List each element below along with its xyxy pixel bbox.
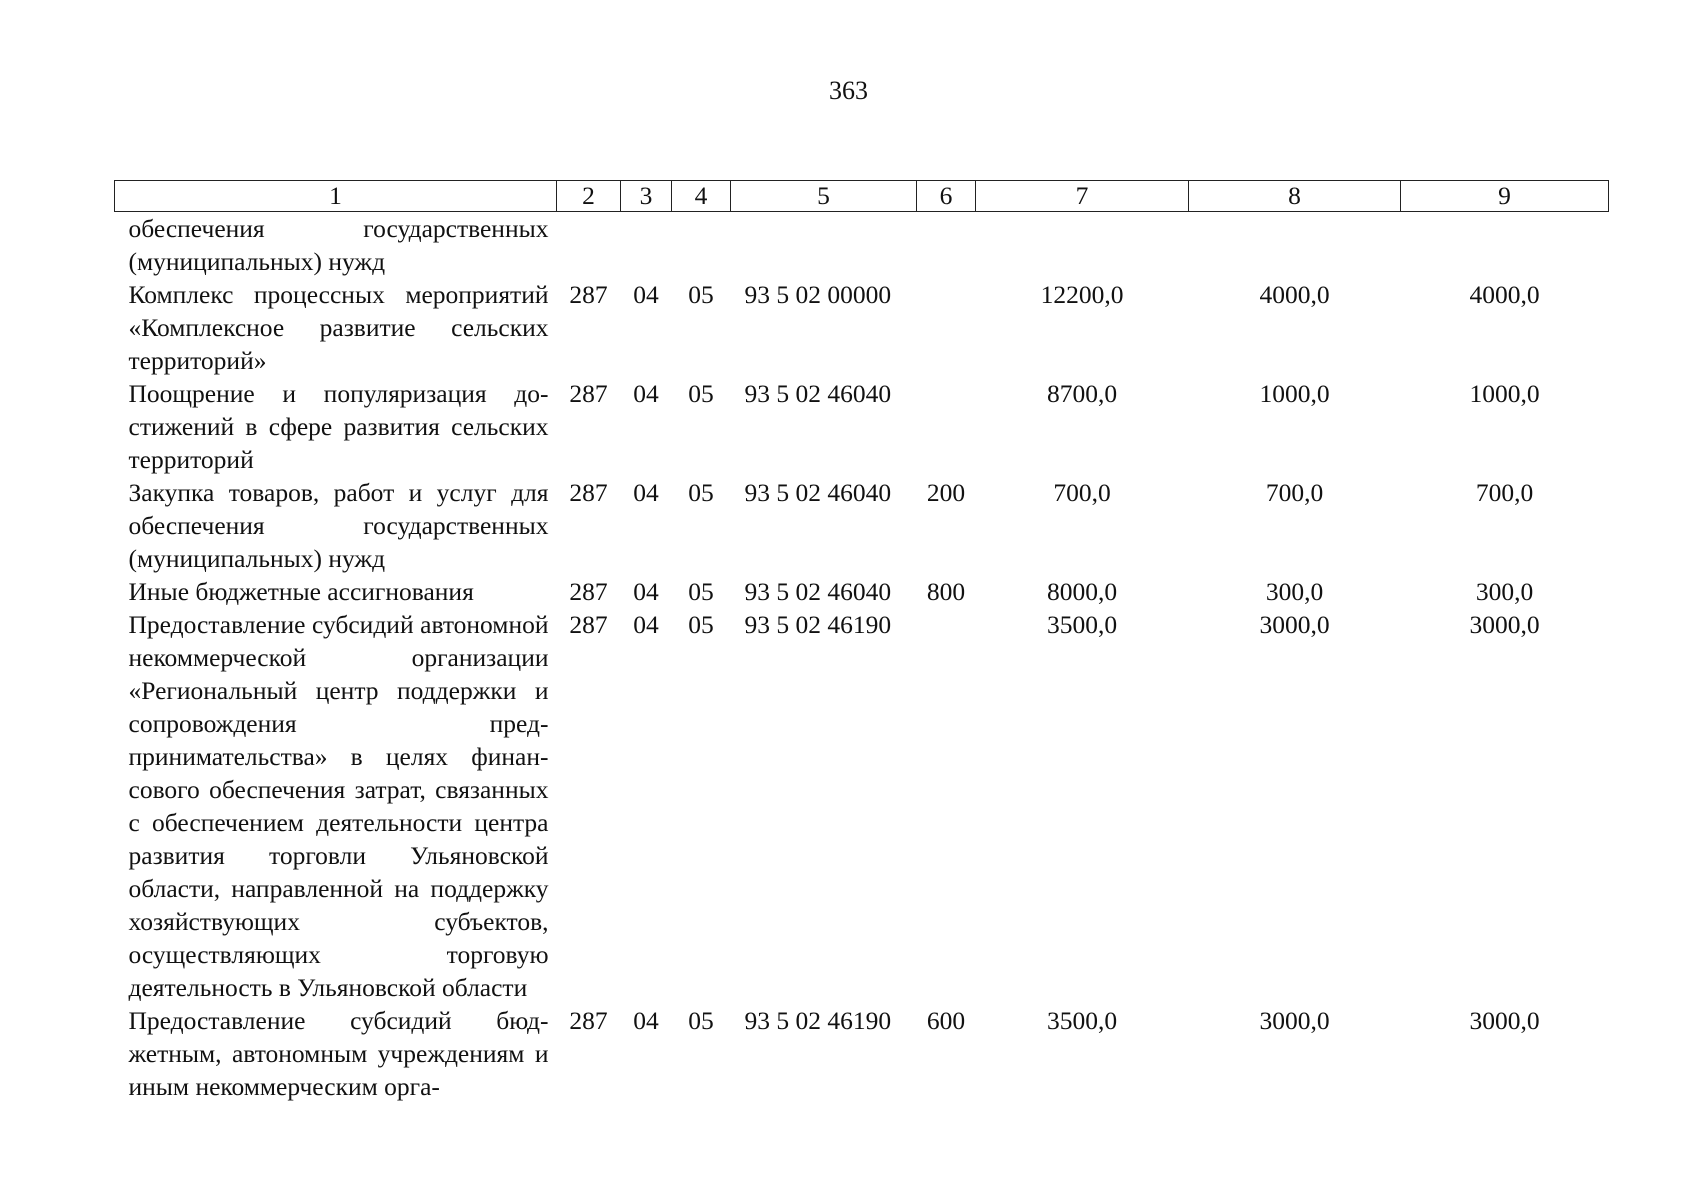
subsection-code-cell: 05 [688,610,714,639]
table-body [115,212,1609,1104]
amount-col9-cell: 700,0 [1475,478,1534,507]
budget-table [114,180,1609,1103]
target-article-cell [731,212,917,279]
item-name-cell: Предоставление субсидий автономной некоммерческой организации «Региональный центр поддержки и сопровождения предпринимательства» в целях финансового обеспечения затрат, связанных с обеспечением деятельности центра развития торговли Ульяновской области, направленной на поддержку хозяйствующих субъектов, осуществляющих торговую деятельность в Ульяновской области [128,610,549,1002]
ved-code-cell: 287 [569,577,608,606]
ved-code-cell: 287 [569,1006,608,1035]
amount-col8-cell: 300,0 [1265,577,1324,606]
target-article-cell: 93 5 02 46040 [744,379,892,408]
amount-col8-cell: 3000,0 [1259,610,1330,639]
subsection-code-cell: 05 [688,577,714,606]
section-code-cell: 04 [633,577,659,606]
item-name-cell: Комплекс процессных мероприятий «Комплексное развитие сельских территорий» [128,280,549,375]
item-name-cell: Поощрение и популяризация достижений в сфере развития сельских территорий [128,379,549,474]
amount-col9-cell: 300,0 [1475,577,1534,606]
amount-col7-cell: 700,0 [1053,478,1111,507]
column-header: 3 [621,181,672,212]
amount-col8-cell: 700,0 [1265,478,1324,507]
amount-col7-cell: 8000,0 [1046,577,1118,606]
item-name-cell: Предоставление субсидий бюджетным, автономным учреждениям и иным некоммерческим орга- [128,1006,549,1101]
target-article-cell: 93 5 02 46190 [744,1006,892,1035]
expense-type-cell: 600 [926,1006,966,1035]
column-header: 8 [1189,181,1401,212]
subsection-code-cell [672,212,731,279]
amount-col8-cell [1189,212,1401,279]
table-row [115,608,1609,1004]
section-code-cell: 04 [633,280,659,309]
column-header: 1 [115,181,557,212]
ved-code-cell [557,212,621,279]
amount-col7-cell: 3500,0 [1046,1006,1118,1035]
column-header: 9 [1401,181,1609,212]
page-number: 363 [829,76,868,105]
subsection-code-cell: 05 [688,478,714,507]
table-row [115,377,1609,476]
amount-col9-cell: 3000,0 [1469,1006,1540,1035]
target-article-cell: 93 5 02 46190 [744,610,892,639]
column-header: 2 [557,181,621,212]
amount-col7-cell: 3500,0 [1046,610,1118,639]
table-row [115,575,1609,608]
section-code-cell: 04 [633,1006,659,1035]
column-header: 7 [976,181,1189,212]
column-number-row [115,181,1609,212]
expense-type-cell [917,278,976,377]
subsection-code-cell: 05 [688,1006,714,1035]
section-code-cell: 04 [633,379,659,408]
expense-type-cell [917,377,976,476]
subsection-code-cell: 05 [688,280,714,309]
expense-type-cell: 200 [926,478,966,507]
ved-code-cell: 287 [569,280,608,309]
section-code-cell: 04 [633,610,659,639]
amount-col9-cell: 1000,0 [1469,379,1540,408]
section-code-cell: 04 [633,478,659,507]
expense-type-cell [917,212,976,279]
amount-col8-cell: 1000,0 [1259,379,1330,408]
amount-col7-cell: 8700,0 [1046,379,1118,408]
expense-type-cell: 800 [926,577,966,606]
amount-col7-cell [976,212,1189,279]
item-name-cell: Иные бюджетные ассигнования [128,577,474,606]
amount-col9-cell [1401,212,1609,279]
table-row [115,1004,1609,1103]
ved-code-cell: 287 [569,610,608,639]
column-header: 4 [672,181,731,212]
ved-code-cell: 287 [569,379,608,408]
section-code-cell [621,212,672,279]
expense-type-cell [917,608,976,1004]
column-header: 5 [731,181,917,212]
table-row [115,278,1609,377]
subsection-code-cell: 05 [688,379,714,408]
amount-col9-cell: 4000,0 [1469,280,1540,309]
table-header [115,181,1609,212]
column-header: 6 [917,181,976,212]
amount-col8-cell: 3000,0 [1259,1006,1330,1035]
amount-col8-cell: 4000,0 [1259,280,1330,309]
amount-col7-cell: 12200,0 [1040,280,1124,309]
item-name-cell: обеспечения государственных (муниципальных) нужд [128,214,549,276]
table-row [115,212,1609,279]
target-article-cell: 93 5 02 46040 [744,478,892,507]
target-article-cell: 93 5 02 00000 [744,280,892,309]
table-row [115,476,1609,575]
target-article-cell: 93 5 02 46040 [744,577,892,606]
item-name-cell: Закупка товаров, работ и услуг для обеспечения государственных (муниципальных) нужд [128,478,549,573]
amount-col9-cell: 3000,0 [1469,610,1540,639]
ved-code-cell: 287 [569,478,608,507]
